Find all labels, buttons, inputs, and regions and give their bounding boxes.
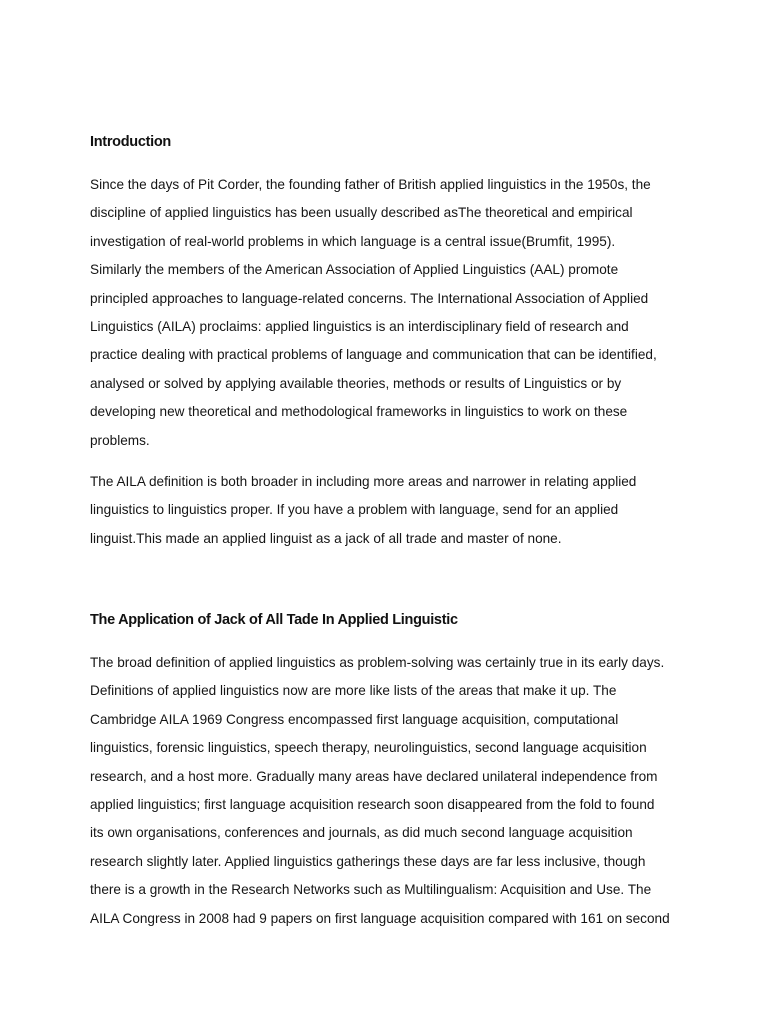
paragraph-line: principled approaches to language-related concerns. The International Association of Applied (90, 290, 649, 306)
paragraph-line: Linguistics (AILA) proclaims: applied linguistics is an interdisciplinary field of research and (90, 319, 629, 335)
paragraph-line: practice dealing with practical problems of language and communication that can be identified, (90, 347, 657, 363)
paragraph-line: developing new theoretical and methodological frameworks in linguistics to work on these (90, 404, 628, 420)
paragraph-line: linguistics to linguistics proper. If you have a problem with language, send for an applied (90, 502, 619, 518)
paragraph-line: research slightly later. Applied linguistics gatherings these days are far less inclusive, though (90, 853, 646, 869)
section-heading-introduction: Introduction (90, 134, 171, 150)
paragraph-line: Cambridge AILA 1969 Congress encompassed first language acquisition, computational (90, 711, 619, 727)
paragraph-line: Similarly the members of the American Association of Applied Linguistics (AAL) promote (90, 262, 619, 278)
paragraph-line: linguist.This made an applied linguist as a jack of all trade and master of none. (90, 530, 562, 546)
paragraph-line: its own organisations, conferences and journals, as did much second language acquisition (90, 825, 633, 841)
paragraph-line: applied linguistics; first language acquisition research soon disappeared from the fold to found (90, 797, 655, 813)
paragraph-introduction-1 (90, 171, 686, 455)
paragraph-line: The broad definition of applied linguistics as problem-solving was certainly true in its early days. (90, 655, 665, 670)
paragraph-application-1 (90, 649, 686, 933)
paragraph-introduction-2 (90, 468, 686, 553)
section-heading-application: The Application of Jack of All Tade In Applied Linguistic (90, 612, 458, 628)
paragraph-line: discipline of applied linguistics has been usually described asThe theoretical and empirical (90, 205, 633, 221)
paragraph-line: Definitions of applied linguistics now are more like lists of the areas that make it up. The (90, 683, 617, 699)
paragraph-line: Since the days of Pit Corder, the founding father of British applied linguistics in the 1950s, the (90, 177, 651, 192)
paragraph-line: The AILA definition is both broader in including more areas and narrower in relating applied (90, 474, 637, 489)
paragraph-line: investigation of real-world problems in which language is a central issue(Brumfit, 1995). (90, 233, 616, 249)
paragraph-line: there is a growth in the Research Networks such as Multilingualism: Acquisition and Use. The (90, 882, 652, 898)
paragraph-line: analysed or solved by applying available theories, methods or results of Linguistics or by (90, 375, 622, 391)
paragraph-line: research, and a host more. Gradually many areas have declared unilateral independence from (90, 768, 658, 784)
paragraph-line: linguistics, forensic linguistics, speech therapy, neurolinguistics, second language acquisition (90, 740, 647, 756)
paragraph-line: problems. (90, 432, 150, 448)
paragraph-line: AILA Congress in 2008 had 9 papers on first language acquisition compared with 161 on second (90, 910, 670, 926)
